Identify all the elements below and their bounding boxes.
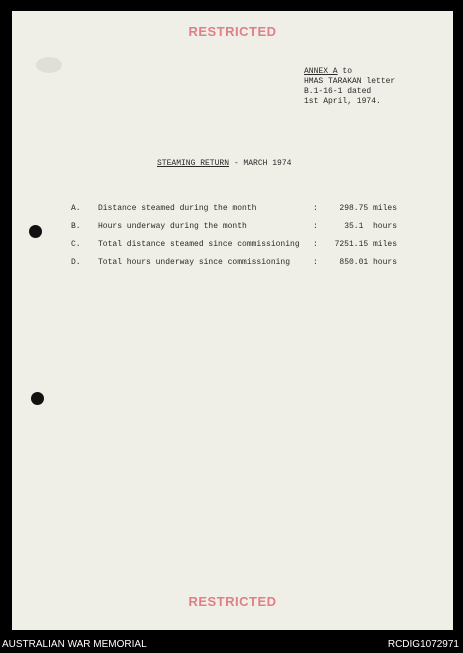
paper-smudge — [36, 57, 62, 73]
punch-hole-bottom — [31, 392, 44, 405]
heading-rest: - MARCH 1974 — [229, 159, 292, 168]
row-letter: C. — [71, 240, 81, 249]
row-value: 850.01 hours — [339, 258, 397, 267]
annex-line-1 — [304, 67, 395, 77]
punch-hole-top — [29, 225, 42, 238]
row-description: Distance steamed during the month — [98, 204, 257, 213]
annex-line-2: HMAS TARAKAN letter — [304, 77, 396, 86]
return-row-d — [12, 258, 453, 270]
heading-underlined: STEAMING RETURN — [157, 159, 230, 168]
row-letter: D. — [71, 258, 81, 267]
row-value: 35.1 hours — [344, 222, 397, 231]
return-row-b — [12, 222, 453, 234]
row-colon: : — [313, 258, 318, 267]
row-letter: B. — [71, 222, 81, 231]
annex-title: ANNEX A — [304, 67, 338, 76]
row-description: Total distance steamed since commissioning — [98, 240, 300, 249]
return-row-c — [12, 240, 453, 252]
row-letter: A. — [71, 204, 81, 213]
footer-institution: AUSTRALIAN WAR MEMORIAL — [2, 639, 147, 650]
annex-reference — [304, 67, 395, 107]
row-value: 7251.15 miles — [334, 240, 397, 249]
restricted-stamp-bottom: RESTRICTED — [188, 594, 277, 609]
annex-line-4: 1st April, 1974. — [304, 97, 381, 106]
annex-line-3: B.1-16-1 dated — [304, 87, 372, 96]
row-colon: : — [313, 222, 318, 231]
row-description: Total hours underway since commissioning — [98, 258, 291, 267]
row-colon: : — [313, 204, 318, 213]
restricted-stamp-top: RESTRICTED — [188, 24, 277, 39]
return-row-a — [12, 204, 453, 216]
row-description: Hours underway during the month — [98, 222, 247, 231]
row-colon: : — [313, 240, 318, 249]
footer-record-id: RCDIG1072971 — [387, 639, 459, 650]
row-value: 298.75 miles — [339, 204, 397, 213]
document-page — [12, 11, 453, 630]
document-heading — [157, 159, 291, 168]
annex-to: to — [337, 67, 353, 76]
